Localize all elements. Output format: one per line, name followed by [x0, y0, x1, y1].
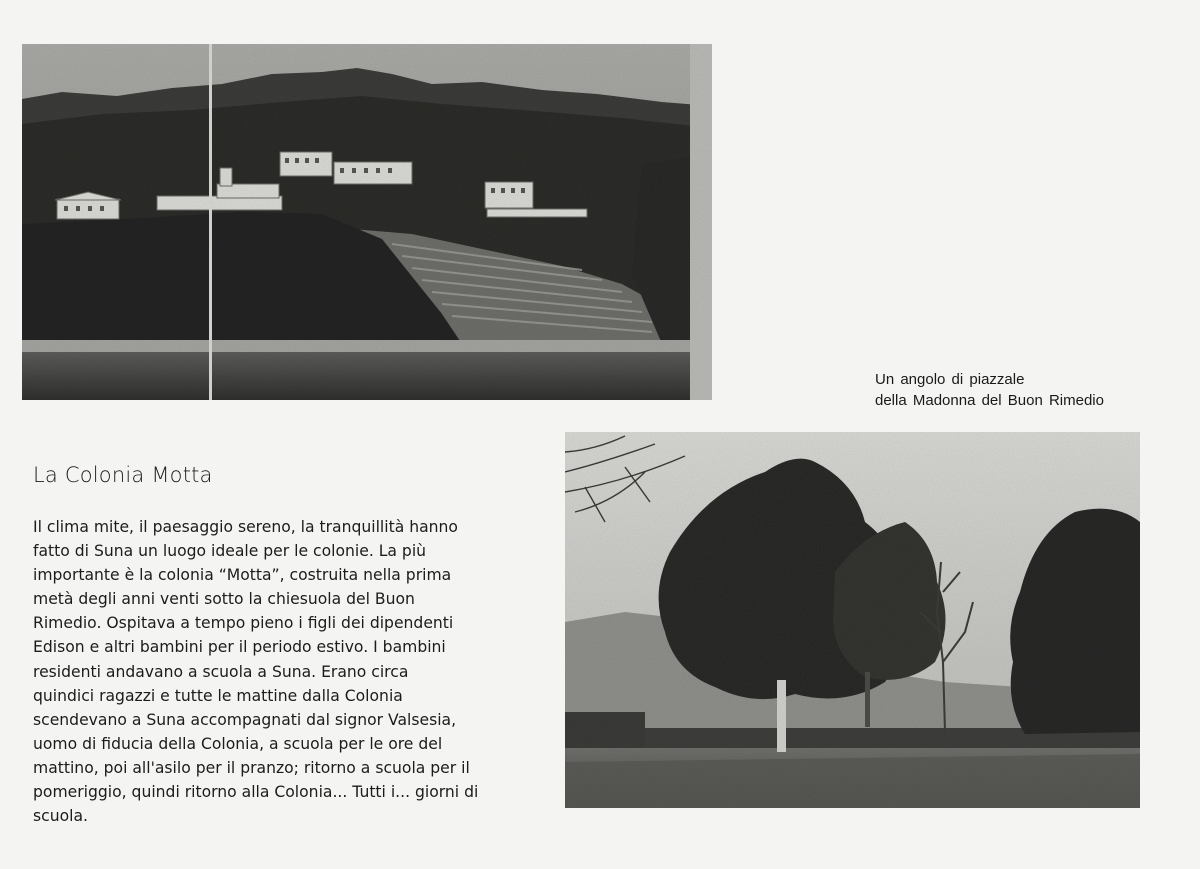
article-line: fatto di Suna un luogo ideale per le colonie. La più [33, 542, 427, 561]
article-line: Rimedio. Ospitava a tempo pieno i figli dei dipendenti [33, 614, 454, 633]
caption-line-2: della Madonna del Buon Rimedio [875, 392, 1104, 409]
article-line: pomeriggio, quindi ritorno alla Colonia... Tutti i... giorni di [33, 783, 479, 802]
caption-line-1: Un angolo di piazzale [875, 371, 1025, 388]
article-line: mattino, poi all'asilo per il pranzo; ritorno a scuola per il [33, 758, 470, 777]
hillside-landscape-icon [22, 44, 712, 400]
article-line: Il clima mite, il paesaggio sereno, la tranquillità hanno [33, 518, 458, 536]
article-line: scuola. [33, 807, 88, 826]
article-line: residenti andavano a scuola a Suna. Erano circa [33, 662, 409, 681]
trees-landscape-icon [565, 432, 1140, 808]
article-line: scendevano a Suna accompagnati dal signor Valsesia, [33, 710, 457, 729]
article-line: metà degli anni venti sotto la chiesuola del Buon [33, 590, 415, 609]
article-title: La Colonia Motta [33, 463, 213, 487]
hillside-photo [22, 44, 712, 400]
article-line: importante è la colonia “Motta”, costruita nella prima [33, 566, 452, 585]
article-line: uomo di fiducia della Colonia, a scuola per le ore del [33, 734, 443, 753]
piazzale-photo [565, 432, 1140, 808]
photo-caption [875, 369, 1104, 411]
article-body [33, 515, 543, 828]
article-line: quindici ragazzi e tutte le mattine dalla Colonia [33, 686, 403, 705]
article-line: Edison e altri bambini per il periodo estivo. I bambini [33, 638, 446, 657]
